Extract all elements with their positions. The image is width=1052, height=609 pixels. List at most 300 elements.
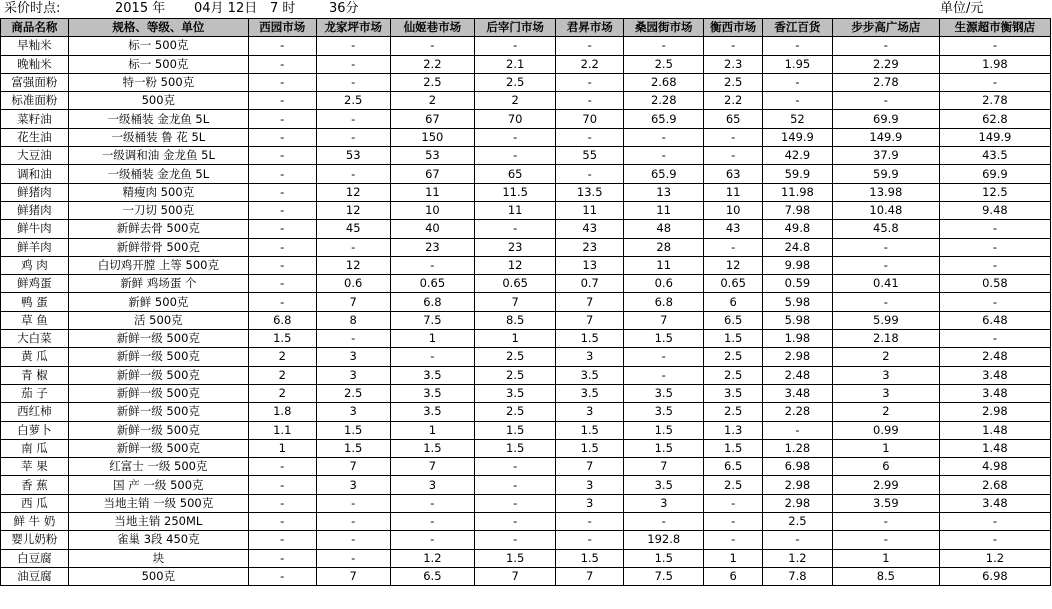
price-cell: 12 [316,256,390,274]
price-cell: 3.59 [832,494,939,512]
product-name-cell: 大白菜 [1,330,69,348]
column-header: 君昇市场 [556,19,624,37]
price-cell: 67 [390,165,474,183]
price-cell: 7 [475,567,556,585]
header-minute: 36分 [329,1,359,16]
price-cell: 1.5 [475,439,556,457]
column-header: 衡西市场 [704,19,763,37]
price-cell: 1.2 [390,549,474,567]
price-cell: 0.7 [556,275,624,293]
price-cell: - [316,37,390,55]
price-cell: - [248,275,316,293]
price-cell: - [248,567,316,585]
price-cell: 1.5 [704,439,763,457]
header-year: 2015 年 [115,1,166,16]
table-row [1,311,1051,329]
price-cell: - [248,513,316,531]
product-name-cell: 油豆腐 [1,567,69,585]
table-row [1,92,1051,110]
price-cell: 59.9 [832,165,939,183]
table-row [1,128,1051,146]
price-cell: 5.99 [832,311,939,329]
price-cell: 2.68 [624,73,704,91]
price-cell: 4.98 [939,458,1050,476]
table-row [1,366,1051,384]
price-cell: 2.5 [704,73,763,91]
header-label: 采价时点: [4,1,61,16]
price-cell: - [316,494,390,512]
price-cell: 52 [762,110,832,128]
spec-cell: 特一粉 500克 [68,73,248,91]
price-cell: - [704,238,763,256]
table-row [1,37,1051,55]
table-row [1,165,1051,183]
price-cell: - [832,293,939,311]
spec-cell: 新鲜一级 500克 [68,330,248,348]
price-cell: 1.8 [248,403,316,421]
spec-cell: 新鲜一级 500克 [68,366,248,384]
price-cell: 2 [832,348,939,366]
table-row [1,55,1051,73]
price-cell: 53 [390,147,474,165]
table-row [1,73,1051,91]
price-cell: - [248,37,316,55]
price-cell: 70 [475,110,556,128]
price-cell: - [556,92,624,110]
price-cell: 7 [556,567,624,585]
price-cell: - [248,128,316,146]
price-cell: 1 [704,549,763,567]
price-cell: 63 [704,165,763,183]
table-row [1,238,1051,256]
price-cell: 1 [832,549,939,567]
price-cell: 43.5 [939,147,1050,165]
price-cell: 1.3 [704,421,763,439]
price-cell: 2.5 [704,348,763,366]
price-cell: 6.48 [939,311,1050,329]
price-cell: 8 [316,311,390,329]
price-cell: 149.9 [832,128,939,146]
price-cell: 43 [556,220,624,238]
price-cell: 69.9 [939,165,1050,183]
price-cell: 7 [390,458,474,476]
price-cell: 6.8 [390,293,474,311]
price-cell: - [316,549,390,567]
column-header: 规格、等级、单位 [68,19,248,37]
price-cell: 2.5 [704,366,763,384]
column-header: 步步高广场店 [832,19,939,37]
price-cell: - [248,458,316,476]
price-cell: 3 [832,384,939,402]
price-cell: 1.5 [475,549,556,567]
price-cell: - [832,92,939,110]
table-row [1,330,1051,348]
price-cell: 1.5 [248,330,316,348]
price-cell: 3.5 [624,384,704,402]
price-cell: 69.9 [832,110,939,128]
price-cell: 45.8 [832,220,939,238]
product-name-cell: 大豆油 [1,147,69,165]
price-cell: 1.48 [939,421,1050,439]
price-cell: - [624,37,704,55]
product-name-cell: 花生油 [1,128,69,146]
price-cell: 23 [475,238,556,256]
price-table [0,18,1051,586]
price-cell: 53 [316,147,390,165]
product-name-cell: 调和油 [1,165,69,183]
spec-cell: 新鲜带骨 500克 [68,238,248,256]
product-name-cell: 鸡 肉 [1,256,69,274]
price-cell: 2.5 [475,366,556,384]
price-cell: 6 [832,458,939,476]
price-cell: 13 [556,256,624,274]
price-cell: - [475,494,556,512]
price-cell: 1.5 [624,421,704,439]
spec-cell: 一级桶装 鲁 花 5L [68,128,248,146]
product-name-cell: 白豆腐 [1,549,69,567]
price-cell: 11 [390,183,474,201]
price-cell: 11 [704,183,763,201]
price-cell: 13 [624,183,704,201]
price-cell: 13.5 [556,183,624,201]
price-cell: 3.5 [475,384,556,402]
spec-cell: 国 产 一级 500克 [68,476,248,494]
price-cell: 3 [316,366,390,384]
price-cell: 1.5 [556,330,624,348]
price-cell: 11 [475,201,556,219]
price-cell: 2 [475,92,556,110]
price-cell: 1.98 [939,55,1050,73]
price-cell: - [248,293,316,311]
price-cell: 2.5 [704,476,763,494]
price-cell: - [762,37,832,55]
price-cell: - [248,549,316,567]
table-header-row [1,19,1051,37]
price-cell: - [762,92,832,110]
price-cell: - [248,220,316,238]
spec-cell: 活 500克 [68,311,248,329]
price-cell: - [556,165,624,183]
price-cell: - [762,421,832,439]
price-cell: 2.99 [832,476,939,494]
price-cell: 2.5 [390,73,474,91]
price-cell: 1.2 [762,549,832,567]
price-cell: 65.9 [624,110,704,128]
product-name-cell: 苹 果 [1,458,69,476]
price-cell: - [939,531,1050,549]
table-row [1,384,1051,402]
spec-cell: 一刀切 500克 [68,201,248,219]
price-cell: 7 [316,567,390,585]
product-name-cell: 标准面粉 [1,92,69,110]
price-cell: 1 [832,439,939,457]
table-row [1,439,1051,457]
price-cell: 7.98 [762,201,832,219]
price-cell: 3.5 [556,366,624,384]
price-cell: 65 [704,110,763,128]
price-cell: - [832,238,939,256]
price-cell: 67 [390,110,474,128]
column-header: 仙姬巷市场 [390,19,474,37]
product-name-cell: 婴儿奶粉 [1,531,69,549]
price-cell: 3 [316,348,390,366]
spec-cell: 一级调和油 金龙鱼 5L [68,147,248,165]
price-cell: - [939,73,1050,91]
price-cell: 12 [316,201,390,219]
price-cell: 7 [624,458,704,476]
price-cell: 65 [475,165,556,183]
spec-cell: 当地主销 250ML [68,513,248,531]
price-cell: 2.18 [832,330,939,348]
price-cell: 37.9 [832,147,939,165]
price-cell: 6 [704,567,763,585]
price-cell: 65.9 [624,165,704,183]
price-cell: 2.98 [762,348,832,366]
price-cell: 2.5 [475,403,556,421]
price-cell: 1.5 [316,439,390,457]
table-row [1,567,1051,585]
price-cell: - [390,37,474,55]
price-cell: - [390,348,474,366]
price-cell: - [939,37,1050,55]
price-cell: - [316,330,390,348]
table-row [1,348,1051,366]
spec-cell: 新鲜去骨 500克 [68,220,248,238]
price-cell: 2.5 [624,55,704,73]
price-cell: 11 [556,201,624,219]
price-cell: 2.98 [939,403,1050,421]
price-cell: 2.3 [704,55,763,73]
price-cell: - [390,256,474,274]
price-cell: 7 [316,293,390,311]
column-header: 商品名称 [1,19,69,37]
table-row [1,531,1051,549]
spec-cell: 新鲜 500克 [68,293,248,311]
price-cell: - [316,513,390,531]
price-cell: 149.9 [939,128,1050,146]
price-cell: 3.5 [556,384,624,402]
price-cell: - [316,55,390,73]
spec-cell: 新鲜 鸡场蛋 个 [68,275,248,293]
column-header: 龙家坪市场 [316,19,390,37]
price-cell: 2.29 [832,55,939,73]
price-cell: - [316,238,390,256]
price-cell: 1.5 [556,421,624,439]
price-cell: 2 [832,403,939,421]
product-name-cell: 鲜 牛 奶 [1,513,69,531]
price-cell: 11 [624,256,704,274]
price-cell: - [248,55,316,73]
price-cell: - [624,348,704,366]
price-cell: 0.58 [939,275,1050,293]
price-cell: 3 [556,476,624,494]
price-cell: 2.28 [762,403,832,421]
price-cell: 2.98 [762,494,832,512]
price-cell: 3.5 [390,403,474,421]
price-cell: - [832,37,939,55]
price-cell: 13.98 [832,183,939,201]
spec-cell: 一级桶装 金龙鱼 5L [68,165,248,183]
header-hour: 7 时 [270,1,296,16]
price-cell: - [316,165,390,183]
report-header [0,0,1052,18]
price-cell: 0.99 [832,421,939,439]
spec-cell: 一级桶装 金龙鱼 5L [68,110,248,128]
price-cell: - [248,147,316,165]
product-name-cell: 草 鱼 [1,311,69,329]
product-name-cell: 青 椒 [1,366,69,384]
price-cell: 23 [556,238,624,256]
price-cell: 5.98 [762,311,832,329]
price-cell: 2.68 [939,476,1050,494]
price-cell: 43 [704,220,763,238]
price-cell: 1 [248,439,316,457]
price-cell: - [704,494,763,512]
spec-cell: 标一 500克 [68,37,248,55]
table-row [1,256,1051,274]
table-body [1,37,1051,586]
spec-cell: 新鲜一级 500克 [68,348,248,366]
price-cell: 1.48 [939,439,1050,457]
price-cell: 150 [390,128,474,146]
price-cell: 3.48 [939,366,1050,384]
price-cell: - [624,366,704,384]
price-cell: - [248,256,316,274]
price-cell: 0.6 [624,275,704,293]
price-cell: 7 [556,293,624,311]
price-cell: 2.78 [832,73,939,91]
price-cell: - [316,110,390,128]
price-cell: 2.48 [939,348,1050,366]
price-cell: 0.65 [390,275,474,293]
spec-cell: 雀巢 3段 450克 [68,531,248,549]
price-cell: 1 [390,330,474,348]
price-cell: 6.5 [390,567,474,585]
price-cell: - [248,476,316,494]
price-cell: 1.98 [762,330,832,348]
price-cell: 0.65 [475,275,556,293]
price-cell: - [248,165,316,183]
price-cell: 7 [475,293,556,311]
price-cell: 42.9 [762,147,832,165]
price-cell: 3 [556,494,624,512]
price-cell: 2.5 [316,384,390,402]
price-cell: 8.5 [832,567,939,585]
price-cell: - [248,494,316,512]
price-cell: 2.48 [762,366,832,384]
price-cell: 3.5 [624,476,704,494]
price-cell: - [248,183,316,201]
price-cell: 7 [556,311,624,329]
price-cell: 5.98 [762,293,832,311]
price-cell: - [939,330,1050,348]
price-cell: 11.5 [475,183,556,201]
price-cell: 2 [248,348,316,366]
table-row [1,110,1051,128]
product-name-cell: 鲜羊肉 [1,238,69,256]
price-cell: 7 [316,458,390,476]
price-cell: - [704,37,763,55]
price-cell: - [556,128,624,146]
product-name-cell: 鸭 蛋 [1,293,69,311]
price-cell: - [248,73,316,91]
price-cell: - [248,92,316,110]
price-cell: - [556,37,624,55]
price-cell: 3 [316,403,390,421]
product-name-cell: 早籼米 [1,37,69,55]
spec-cell: 500克 [68,92,248,110]
column-header: 桑园街市场 [624,19,704,37]
table-row [1,476,1051,494]
price-cell: 62.8 [939,110,1050,128]
price-cell: 6.5 [704,458,763,476]
price-cell: 3 [390,476,474,494]
price-cell: 149.9 [762,128,832,146]
table-row [1,403,1051,421]
price-cell: 1.5 [475,421,556,439]
price-cell: - [832,531,939,549]
spec-cell: 精瘦肉 500克 [68,183,248,201]
price-cell: - [248,531,316,549]
price-cell: 49.8 [762,220,832,238]
price-cell: - [832,256,939,274]
price-cell: 7.5 [624,567,704,585]
price-cell: - [475,458,556,476]
price-cell: - [248,110,316,128]
price-cell: - [556,513,624,531]
price-cell: - [475,476,556,494]
price-cell: 3 [316,476,390,494]
price-cell: 0.41 [832,275,939,293]
price-cell: - [248,238,316,256]
price-cell: 2.28 [624,92,704,110]
price-cell: 1.5 [624,549,704,567]
price-cell: 10.48 [832,201,939,219]
price-cell: 1.5 [704,330,763,348]
price-cell: - [316,73,390,91]
table-row [1,458,1051,476]
price-cell: - [939,238,1050,256]
price-cell: 48 [624,220,704,238]
price-cell: 12 [475,256,556,274]
price-cell: 12.5 [939,183,1050,201]
header-date: 04月 12日 [194,1,258,16]
price-cell: - [704,531,763,549]
price-cell: 2.5 [316,92,390,110]
column-header: 香江百货 [762,19,832,37]
product-name-cell: 菜籽油 [1,110,69,128]
price-cell: 2.5 [762,513,832,531]
price-cell: 6.98 [939,567,1050,585]
price-cell: 6.98 [762,458,832,476]
price-cell: 2.78 [939,92,1050,110]
price-cell: - [556,531,624,549]
price-cell: - [624,128,704,146]
price-cell: 0.65 [704,275,763,293]
price-cell: - [939,256,1050,274]
product-name-cell: 黄 瓜 [1,348,69,366]
price-cell: 6.5 [704,311,763,329]
price-cell: 8.5 [475,311,556,329]
product-name-cell: 鲜猪肉 [1,183,69,201]
price-cell: 1.5 [316,421,390,439]
price-cell: 6.8 [248,311,316,329]
price-cell: - [832,513,939,531]
price-cell: 3.5 [390,366,474,384]
table-row [1,293,1051,311]
price-cell: - [475,37,556,55]
price-cell: 3.48 [762,384,832,402]
